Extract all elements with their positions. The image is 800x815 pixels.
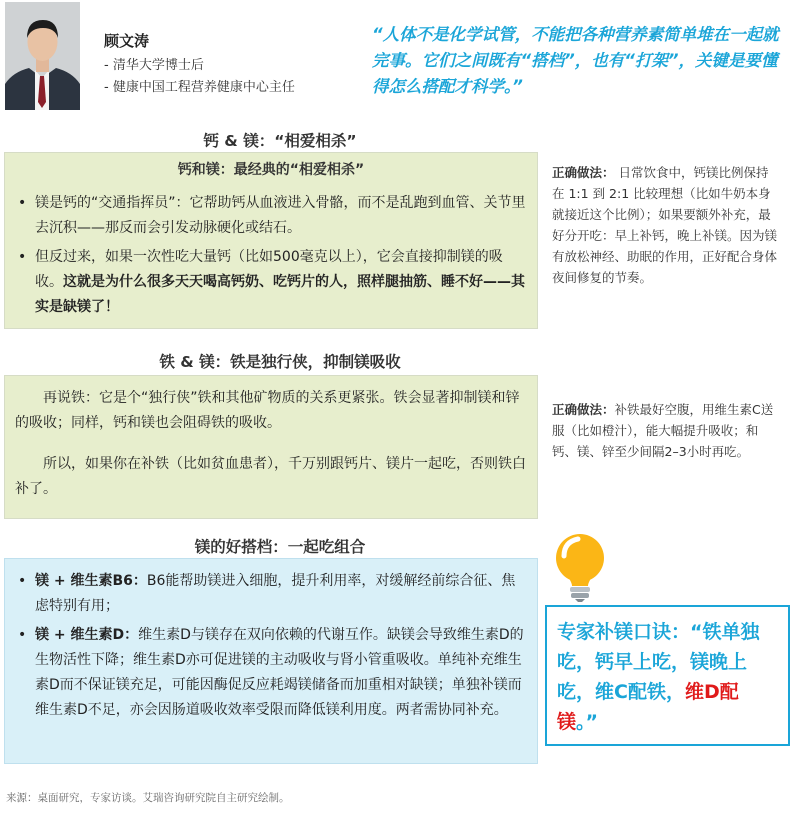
list-item: • 镁是钙的“交通指挥员”：它帮助钙从血液进入骨骼，而不是乱跑到血管、关节里去沉积——那反而会引发动脉硬化或结石。 [18, 195, 526, 236]
mnemonic-end: 。” [576, 711, 599, 733]
tip-text: 日常饮食中，钙镁比例保持在 1:1 到 2:1 比较理想（比如牛奶本身就接近这个比例）；如果要额外补充，最好分开吃：早上补钙，晚上补镁。因为镁有放松神经、助眠的作用，正好配合身体夜间修复的节奏。 [552, 165, 778, 285]
author-credential-1: - 清华大学博士后 [104, 58, 204, 73]
magnesium-partners-box [4, 558, 538, 764]
mnemonic-box [545, 605, 790, 746]
tip-iron [552, 399, 780, 462]
author-quote: “人体不是化学试管，不能把各种营养素简单堆在一起就完事。它们之间既有“搭档”，也有“打架”，关键是要懂得怎么搭配才科学。” [372, 25, 779, 96]
tip-lead: 正确做法： [552, 402, 615, 417]
iron-paragraph-2: 所以，如果你在补铁（比如贫血患者），千万别跟钙片、镁片一起吃，否则铁白补了。 [15, 456, 526, 497]
list-item: • 镁 + 维生素D：维生素D与镁存在双向依赖的代谢互作。缺镁会导致维生素D的生物活性下降；维生素D亦可促进镁的主动吸收与肾小管重吸收。单纯补充维生素D而不保证镁充足，可能因酶促反应耗竭镁储备而加重相对缺镁；单独补镁而维生素D不足，亦会因肠道吸收效率受限而降低镁利用度。两者需协同补充。 [18, 627, 524, 718]
source-note: 来源：桌面研究，专家访谈。艾瑞咨询研究院自主研究绘制。 [6, 792, 290, 804]
list-item: • 但反过来，如果一次性吃大量钙（比如500毫克以上），它会直接抑制镁的吸收。这就是为什么很多天天喝高钙奶、吃钙片的人，照样腿抽筋、睡不好——其实是缺镁了！ [18, 249, 525, 315]
tip-text: 补铁最好空腹，用维生素C送服（比如橙汁），能大幅提升吸收；和钙、镁、锌至少间隔2–3小时再吃。 [552, 402, 774, 459]
section-title-calcium-magnesium: 钙 & 镁：“相爱相杀” [203, 132, 357, 150]
portrait-photo [5, 2, 80, 110]
iron-paragraph-1: 再说铁：它是个“独行侠”铁和其他矿物质的关系更紧张。铁会显著抑制镁和锌的吸收；同样，钙和镁也会阻碍铁的吸收。 [15, 390, 520, 431]
author-name: 顾文涛 [104, 32, 150, 50]
author-credential-2: - 健康中国工程营养健康中心主任 [104, 80, 295, 95]
tip-lead: 正确做法： [552, 165, 615, 180]
mnemonic-text: 专家补镁口诀：“铁单独吃，钙早上吃，镁晚上吃，维C配铁， [557, 621, 760, 703]
list-item: • 镁 + 维生素B6：B6能帮助镁进入细胞，提升利用率，对缓解经前综合征、焦虑特别有用； [18, 573, 516, 614]
section-title-magnesium-partners: 镁的好搭档：一起吃组合 [194, 538, 366, 556]
calcium-magnesium-list [13, 191, 529, 324]
calcium-magnesium-box [4, 152, 538, 329]
section-title-iron-magnesium: 铁 & 镁：铁是独行侠，抑制镁吸收 [159, 353, 401, 371]
mnemonic-highlight: 维D配镁 [557, 681, 739, 733]
iron-magnesium-box [4, 375, 538, 519]
magnesium-partners-list [13, 569, 529, 727]
lightbulb-icon [550, 530, 614, 602]
tip-calcium-magnesium [552, 162, 780, 288]
box-subtitle: 钙和镁：最经典的“相爱相杀” [177, 162, 365, 178]
